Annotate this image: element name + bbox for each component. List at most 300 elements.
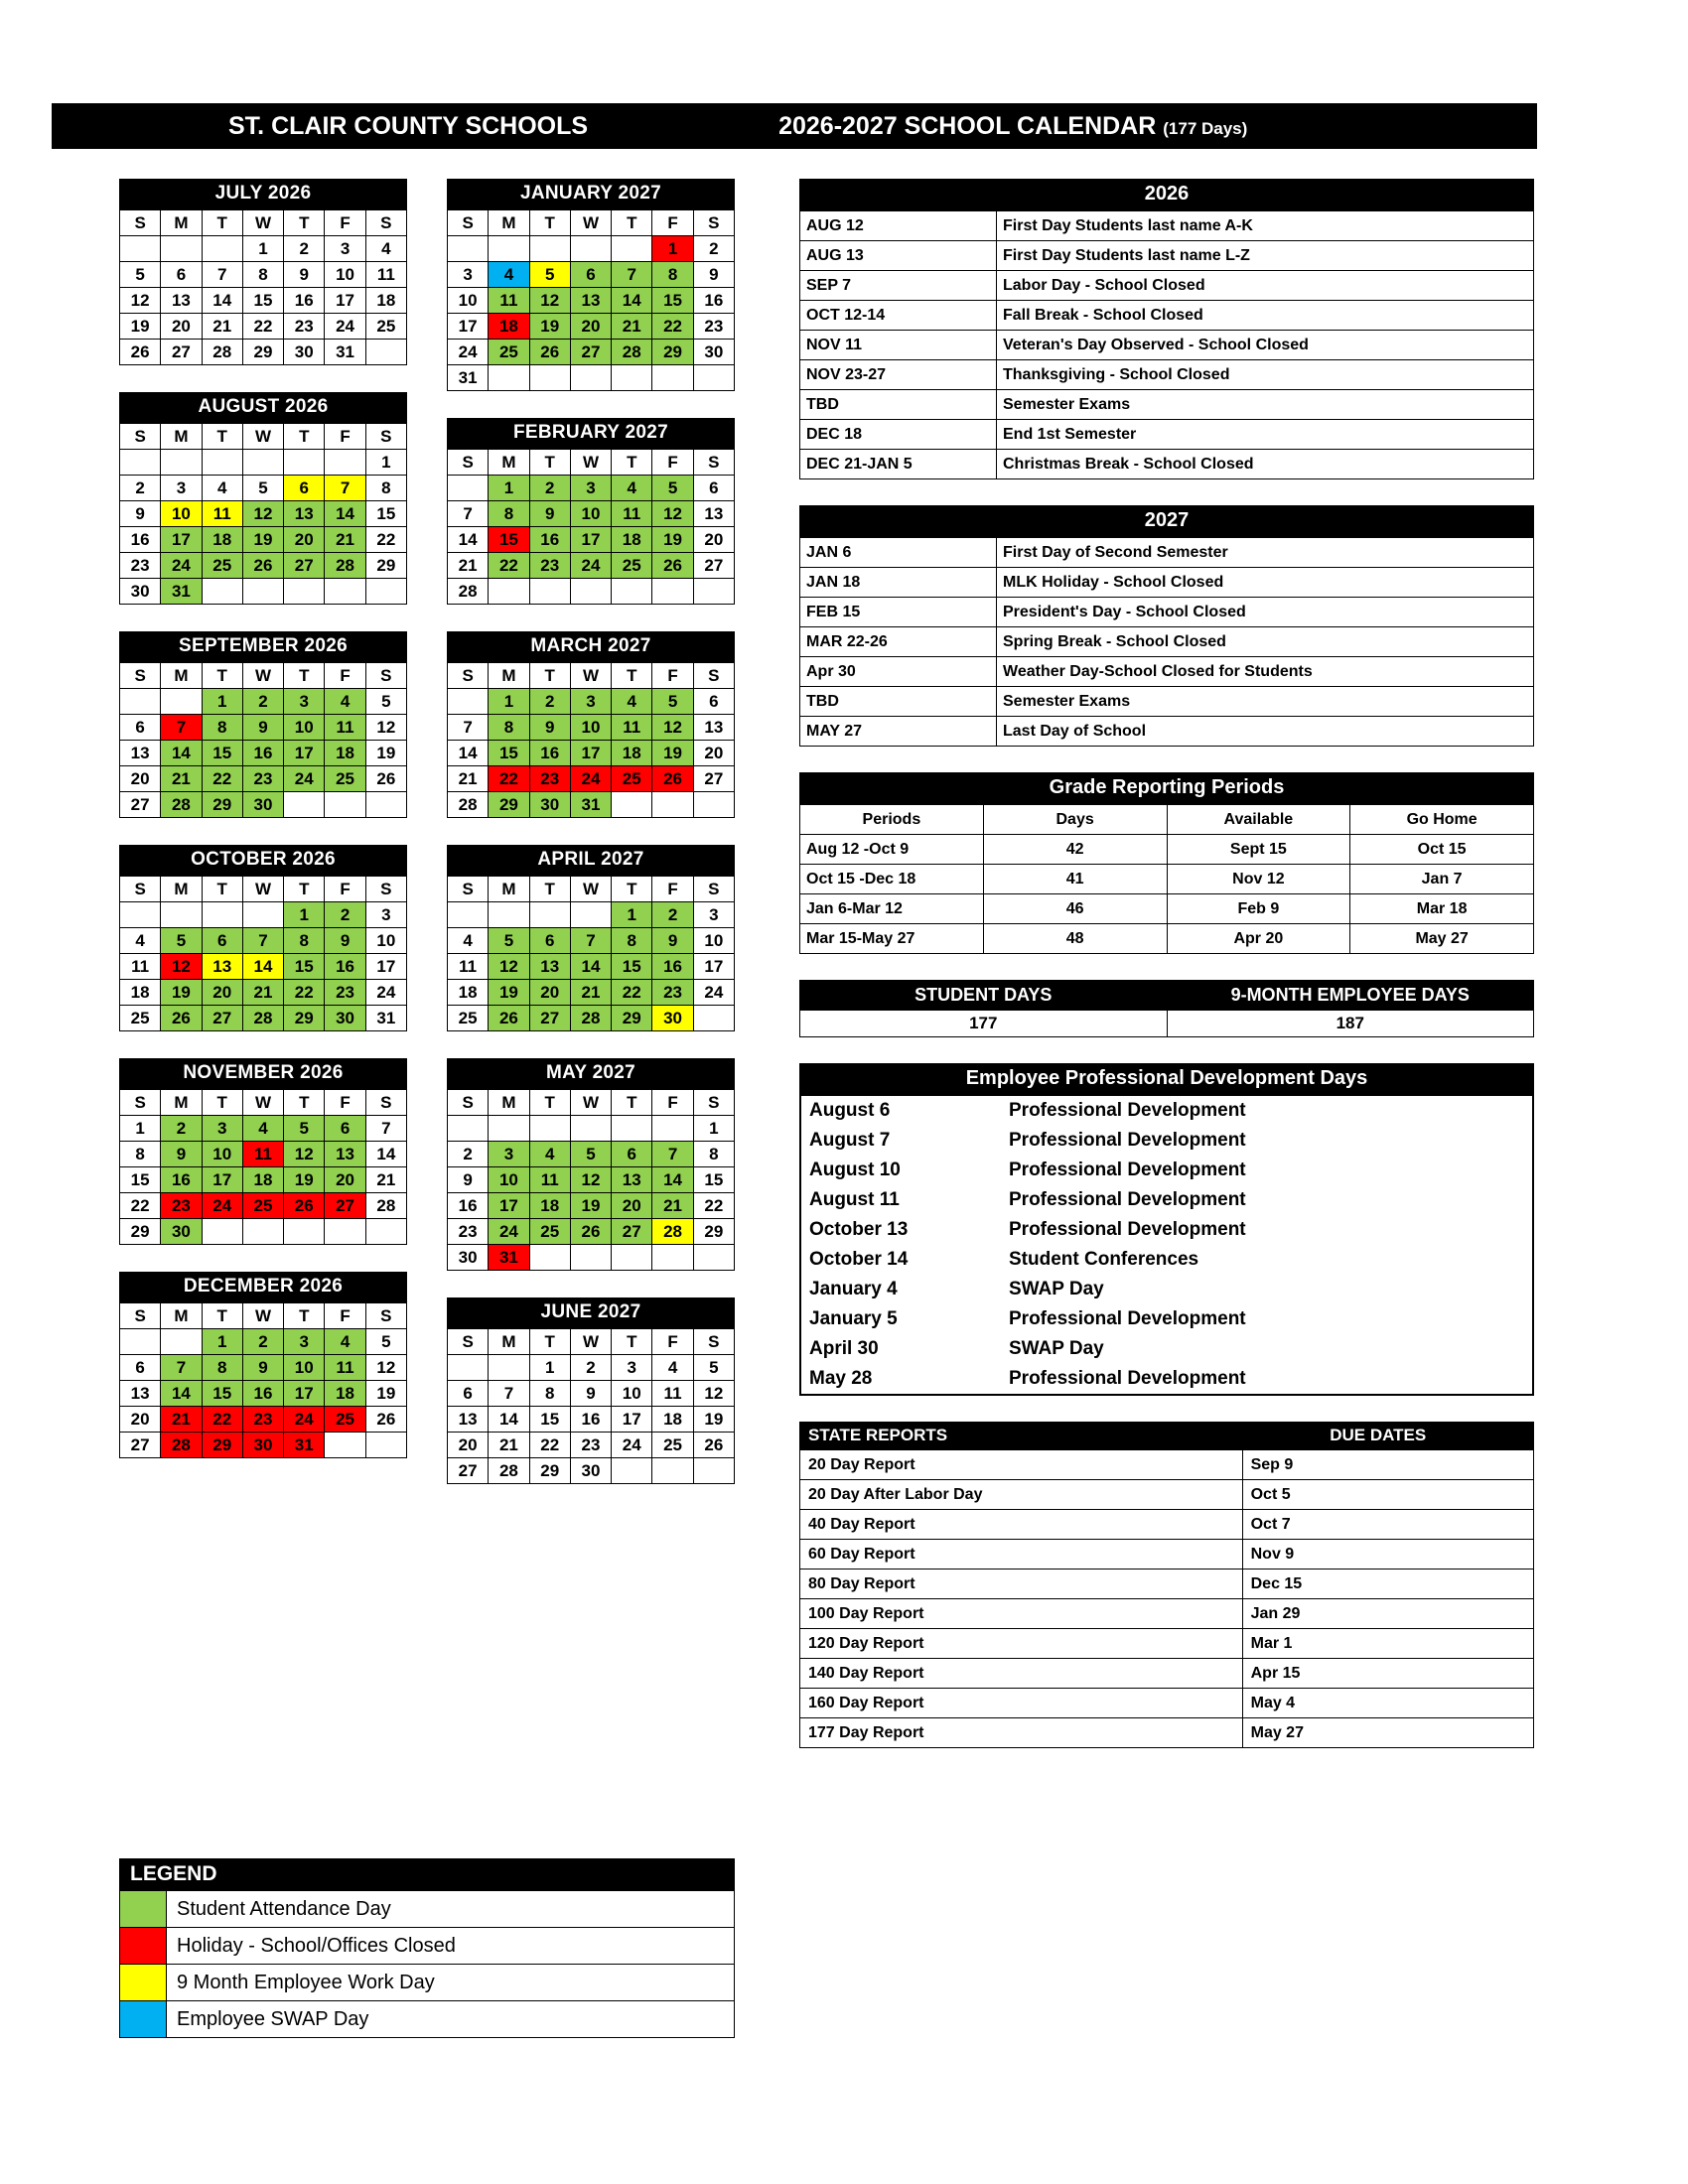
day-cell[interactable]: 20: [529, 980, 570, 1006]
day-cell[interactable]: 19: [365, 1381, 406, 1407]
day-cell[interactable]: 16: [242, 741, 283, 766]
day-cell[interactable]: 8: [612, 928, 652, 954]
day-cell[interactable]: 1: [284, 902, 325, 928]
day-cell[interactable]: 20: [693, 741, 734, 766]
day-cell[interactable]: 4: [365, 236, 406, 262]
day-cell[interactable]: 29: [365, 553, 406, 579]
day-cell[interactable]: 3: [448, 262, 489, 288]
day-cell[interactable]: 21: [365, 1167, 406, 1193]
day-cell[interactable]: 28: [612, 340, 652, 365]
day-cell[interactable]: 22: [612, 980, 652, 1006]
day-cell[interactable]: 2: [325, 902, 365, 928]
day-cell[interactable]: 27: [120, 792, 161, 818]
day-cell[interactable]: 21: [489, 1433, 529, 1458]
day-cell[interactable]: 20: [325, 1167, 365, 1193]
day-cell[interactable]: 3: [284, 689, 325, 715]
day-cell[interactable]: 9: [325, 928, 365, 954]
day-cell[interactable]: 4: [120, 928, 161, 954]
day-cell[interactable]: 11: [325, 715, 365, 741]
day-cell[interactable]: 19: [652, 527, 693, 553]
day-cell[interactable]: 19: [284, 1167, 325, 1193]
day-cell[interactable]: 3: [284, 1329, 325, 1355]
day-cell[interactable]: 1: [652, 236, 693, 262]
day-cell[interactable]: 10: [693, 928, 734, 954]
day-cell[interactable]: 15: [489, 741, 529, 766]
day-cell[interactable]: 3: [612, 1355, 652, 1381]
day-cell[interactable]: 3: [161, 476, 202, 501]
day-cell[interactable]: 14: [161, 1381, 202, 1407]
day-cell[interactable]: 6: [284, 476, 325, 501]
day-cell[interactable]: 17: [325, 288, 365, 314]
day-cell[interactable]: 4: [242, 1116, 283, 1142]
day-cell[interactable]: 24: [693, 980, 734, 1006]
day-cell[interactable]: 8: [652, 262, 693, 288]
day-cell[interactable]: 23: [120, 553, 161, 579]
day-cell[interactable]: 22: [693, 1193, 734, 1219]
day-cell[interactable]: 16: [120, 527, 161, 553]
day-cell[interactable]: 26: [242, 553, 283, 579]
day-cell[interactable]: 2: [529, 476, 570, 501]
day-cell[interactable]: 15: [284, 954, 325, 980]
day-cell[interactable]: 27: [529, 1006, 570, 1031]
day-cell[interactable]: 5: [529, 262, 570, 288]
day-cell[interactable]: 13: [529, 954, 570, 980]
day-cell[interactable]: 22: [202, 766, 242, 792]
day-cell[interactable]: 5: [161, 928, 202, 954]
day-cell[interactable]: 21: [448, 766, 489, 792]
day-cell[interactable]: 19: [365, 741, 406, 766]
day-cell[interactable]: 19: [570, 1193, 611, 1219]
day-cell[interactable]: 18: [489, 314, 529, 340]
day-cell[interactable]: 17: [693, 954, 734, 980]
day-cell[interactable]: 10: [448, 288, 489, 314]
day-cell[interactable]: 28: [448, 792, 489, 818]
day-cell[interactable]: 19: [693, 1407, 734, 1433]
day-cell[interactable]: 27: [161, 340, 202, 365]
day-cell[interactable]: 26: [652, 553, 693, 579]
day-cell[interactable]: 29: [612, 1006, 652, 1031]
day-cell[interactable]: 21: [612, 314, 652, 340]
day-cell[interactable]: 20: [120, 1407, 161, 1433]
day-cell[interactable]: 25: [612, 766, 652, 792]
day-cell[interactable]: 21: [161, 766, 202, 792]
day-cell[interactable]: 14: [161, 741, 202, 766]
day-cell[interactable]: 30: [242, 1433, 283, 1458]
day-cell[interactable]: 9: [161, 1142, 202, 1167]
day-cell[interactable]: 20: [202, 980, 242, 1006]
day-cell[interactable]: 24: [448, 340, 489, 365]
day-cell[interactable]: 11: [120, 954, 161, 980]
day-cell[interactable]: 12: [284, 1142, 325, 1167]
day-cell[interactable]: 27: [120, 1433, 161, 1458]
day-cell[interactable]: 28: [448, 579, 489, 605]
day-cell[interactable]: 26: [120, 340, 161, 365]
day-cell[interactable]: 28: [325, 553, 365, 579]
day-cell[interactable]: 19: [242, 527, 283, 553]
day-cell[interactable]: 12: [120, 288, 161, 314]
day-cell[interactable]: 6: [202, 928, 242, 954]
day-cell[interactable]: 13: [693, 715, 734, 741]
day-cell[interactable]: 10: [325, 262, 365, 288]
day-cell[interactable]: 16: [652, 954, 693, 980]
day-cell[interactable]: 18: [325, 741, 365, 766]
day-cell[interactable]: 19: [120, 314, 161, 340]
day-cell[interactable]: 22: [202, 1407, 242, 1433]
day-cell[interactable]: 8: [365, 476, 406, 501]
day-cell[interactable]: 5: [365, 689, 406, 715]
day-cell[interactable]: 1: [529, 1355, 570, 1381]
day-cell[interactable]: 20: [570, 314, 611, 340]
day-cell[interactable]: 24: [570, 553, 611, 579]
day-cell[interactable]: 31: [570, 792, 611, 818]
day-cell[interactable]: 9: [529, 715, 570, 741]
day-cell[interactable]: 16: [242, 1381, 283, 1407]
day-cell[interactable]: 15: [529, 1407, 570, 1433]
day-cell[interactable]: 14: [448, 741, 489, 766]
day-cell[interactable]: 18: [120, 980, 161, 1006]
day-cell[interactable]: 7: [365, 1116, 406, 1142]
day-cell[interactable]: 17: [448, 314, 489, 340]
day-cell[interactable]: 5: [365, 1329, 406, 1355]
day-cell[interactable]: 25: [325, 1407, 365, 1433]
day-cell[interactable]: 2: [120, 476, 161, 501]
day-cell[interactable]: 8: [202, 1355, 242, 1381]
day-cell[interactable]: 22: [529, 1433, 570, 1458]
day-cell[interactable]: 11: [529, 1167, 570, 1193]
day-cell[interactable]: 23: [242, 766, 283, 792]
day-cell[interactable]: 5: [652, 476, 693, 501]
day-cell[interactable]: 17: [570, 527, 611, 553]
day-cell[interactable]: 31: [365, 1006, 406, 1031]
day-cell[interactable]: 7: [448, 501, 489, 527]
day-cell[interactable]: 11: [448, 954, 489, 980]
day-cell[interactable]: 27: [612, 1219, 652, 1245]
day-cell[interactable]: 2: [284, 236, 325, 262]
day-cell[interactable]: 2: [570, 1355, 611, 1381]
day-cell[interactable]: 10: [489, 1167, 529, 1193]
day-cell[interactable]: 4: [612, 689, 652, 715]
day-cell[interactable]: 13: [693, 501, 734, 527]
day-cell[interactable]: 10: [612, 1381, 652, 1407]
day-cell[interactable]: 27: [693, 766, 734, 792]
day-cell[interactable]: 26: [570, 1219, 611, 1245]
day-cell[interactable]: 15: [365, 501, 406, 527]
day-cell[interactable]: 18: [612, 527, 652, 553]
day-cell[interactable]: 22: [489, 766, 529, 792]
day-cell[interactable]: 18: [652, 1407, 693, 1433]
day-cell[interactable]: 26: [365, 766, 406, 792]
day-cell[interactable]: 29: [202, 792, 242, 818]
day-cell[interactable]: 30: [161, 1219, 202, 1245]
day-cell[interactable]: 5: [489, 928, 529, 954]
day-cell[interactable]: 20: [161, 314, 202, 340]
day-cell[interactable]: 6: [693, 476, 734, 501]
day-cell[interactable]: 5: [284, 1116, 325, 1142]
day-cell[interactable]: 6: [448, 1381, 489, 1407]
day-cell[interactable]: 28: [242, 1006, 283, 1031]
day-cell[interactable]: 31: [284, 1433, 325, 1458]
day-cell[interactable]: 14: [652, 1167, 693, 1193]
day-cell[interactable]: 2: [161, 1116, 202, 1142]
day-cell[interactable]: 17: [161, 527, 202, 553]
day-cell[interactable]: 1: [489, 689, 529, 715]
day-cell[interactable]: 27: [693, 553, 734, 579]
day-cell[interactable]: 20: [120, 766, 161, 792]
day-cell[interactable]: 15: [612, 954, 652, 980]
day-cell[interactable]: 27: [570, 340, 611, 365]
day-cell[interactable]: 23: [693, 314, 734, 340]
day-cell[interactable]: 27: [448, 1458, 489, 1484]
day-cell[interactable]: 20: [448, 1433, 489, 1458]
day-cell[interactable]: 29: [652, 340, 693, 365]
day-cell[interactable]: 3: [489, 1142, 529, 1167]
day-cell[interactable]: 24: [612, 1433, 652, 1458]
day-cell[interactable]: 22: [284, 980, 325, 1006]
day-cell[interactable]: 17: [202, 1167, 242, 1193]
day-cell[interactable]: 15: [202, 1381, 242, 1407]
day-cell[interactable]: 19: [652, 741, 693, 766]
day-cell[interactable]: 5: [120, 262, 161, 288]
day-cell[interactable]: 25: [612, 553, 652, 579]
day-cell[interactable]: 13: [202, 954, 242, 980]
day-cell[interactable]: 10: [161, 501, 202, 527]
day-cell[interactable]: 15: [652, 288, 693, 314]
day-cell[interactable]: 21: [202, 314, 242, 340]
day-cell[interactable]: 3: [202, 1116, 242, 1142]
day-cell[interactable]: 12: [365, 1355, 406, 1381]
day-cell[interactable]: 18: [325, 1381, 365, 1407]
day-cell[interactable]: 29: [489, 792, 529, 818]
day-cell[interactable]: 26: [161, 1006, 202, 1031]
day-cell[interactable]: 22: [365, 527, 406, 553]
day-cell[interactable]: 26: [652, 766, 693, 792]
day-cell[interactable]: 30: [529, 792, 570, 818]
day-cell[interactable]: 11: [365, 262, 406, 288]
day-cell[interactable]: 7: [161, 1355, 202, 1381]
day-cell[interactable]: 16: [570, 1407, 611, 1433]
day-cell[interactable]: 12: [489, 954, 529, 980]
day-cell[interactable]: 13: [570, 288, 611, 314]
day-cell[interactable]: 10: [570, 715, 611, 741]
day-cell[interactable]: 22: [489, 553, 529, 579]
day-cell[interactable]: 17: [365, 954, 406, 980]
day-cell[interactable]: 16: [448, 1193, 489, 1219]
day-cell[interactable]: 18: [529, 1193, 570, 1219]
day-cell[interactable]: 21: [652, 1193, 693, 1219]
day-cell[interactable]: 13: [612, 1167, 652, 1193]
day-cell[interactable]: 8: [202, 715, 242, 741]
day-cell[interactable]: 5: [570, 1142, 611, 1167]
day-cell[interactable]: 20: [693, 527, 734, 553]
day-cell[interactable]: 12: [652, 501, 693, 527]
day-cell[interactable]: 19: [489, 980, 529, 1006]
day-cell[interactable]: 11: [242, 1142, 283, 1167]
day-cell[interactable]: 30: [570, 1458, 611, 1484]
day-cell[interactable]: 8: [242, 262, 283, 288]
day-cell[interactable]: 9: [652, 928, 693, 954]
day-cell[interactable]: 22: [242, 314, 283, 340]
day-cell[interactable]: 17: [570, 741, 611, 766]
day-cell[interactable]: 25: [120, 1006, 161, 1031]
day-cell[interactable]: 24: [161, 553, 202, 579]
day-cell[interactable]: 23: [448, 1219, 489, 1245]
day-cell[interactable]: 30: [693, 340, 734, 365]
day-cell[interactable]: 14: [325, 501, 365, 527]
day-cell[interactable]: 12: [365, 715, 406, 741]
day-cell[interactable]: 2: [529, 689, 570, 715]
day-cell[interactable]: 2: [652, 902, 693, 928]
day-cell[interactable]: 25: [448, 1006, 489, 1031]
day-cell[interactable]: 5: [652, 689, 693, 715]
day-cell[interactable]: 30: [242, 792, 283, 818]
day-cell[interactable]: 18: [242, 1167, 283, 1193]
day-cell[interactable]: 1: [489, 476, 529, 501]
day-cell[interactable]: 15: [202, 741, 242, 766]
day-cell[interactable]: 28: [365, 1193, 406, 1219]
day-cell[interactable]: 8: [489, 501, 529, 527]
day-cell[interactable]: 24: [365, 980, 406, 1006]
day-cell[interactable]: 12: [693, 1381, 734, 1407]
day-cell[interactable]: 15: [242, 288, 283, 314]
day-cell[interactable]: 25: [242, 1193, 283, 1219]
day-cell[interactable]: 10: [365, 928, 406, 954]
day-cell[interactable]: 7: [489, 1381, 529, 1407]
day-cell[interactable]: 24: [570, 766, 611, 792]
day-cell[interactable]: 3: [365, 902, 406, 928]
day-cell[interactable]: 2: [448, 1142, 489, 1167]
day-cell[interactable]: 6: [120, 715, 161, 741]
day-cell[interactable]: 4: [448, 928, 489, 954]
day-cell[interactable]: 17: [612, 1407, 652, 1433]
day-cell[interactable]: 13: [325, 1142, 365, 1167]
day-cell[interactable]: 4: [325, 1329, 365, 1355]
day-cell[interactable]: 5: [693, 1355, 734, 1381]
day-cell[interactable]: 14: [365, 1142, 406, 1167]
day-cell[interactable]: 4: [325, 689, 365, 715]
day-cell[interactable]: 21: [570, 980, 611, 1006]
day-cell[interactable]: 30: [325, 1006, 365, 1031]
day-cell[interactable]: 16: [529, 527, 570, 553]
day-cell[interactable]: 15: [693, 1167, 734, 1193]
day-cell[interactable]: 30: [120, 579, 161, 605]
day-cell[interactable]: 26: [693, 1433, 734, 1458]
day-cell[interactable]: 30: [448, 1245, 489, 1271]
day-cell[interactable]: 3: [325, 236, 365, 262]
day-cell[interactable]: 23: [325, 980, 365, 1006]
day-cell[interactable]: 11: [202, 501, 242, 527]
day-cell[interactable]: 12: [652, 715, 693, 741]
day-cell[interactable]: 1: [612, 902, 652, 928]
day-cell[interactable]: 24: [202, 1193, 242, 1219]
day-cell[interactable]: 26: [529, 340, 570, 365]
day-cell[interactable]: 29: [284, 1006, 325, 1031]
day-cell[interactable]: 18: [365, 288, 406, 314]
day-cell[interactable]: 7: [161, 715, 202, 741]
day-cell[interactable]: 8: [529, 1381, 570, 1407]
day-cell[interactable]: 25: [489, 340, 529, 365]
day-cell[interactable]: 1: [693, 1116, 734, 1142]
day-cell[interactable]: 7: [325, 476, 365, 501]
day-cell[interactable]: 3: [693, 902, 734, 928]
day-cell[interactable]: 23: [242, 1407, 283, 1433]
day-cell[interactable]: 11: [325, 1355, 365, 1381]
day-cell[interactable]: 3: [570, 689, 611, 715]
day-cell[interactable]: 16: [325, 954, 365, 980]
day-cell[interactable]: 26: [284, 1193, 325, 1219]
day-cell[interactable]: 11: [652, 1381, 693, 1407]
day-cell[interactable]: 23: [529, 766, 570, 792]
day-cell[interactable]: 8: [120, 1142, 161, 1167]
day-cell[interactable]: 23: [284, 314, 325, 340]
day-cell[interactable]: 28: [489, 1458, 529, 1484]
day-cell[interactable]: 1: [365, 450, 406, 476]
day-cell[interactable]: 14: [202, 288, 242, 314]
day-cell[interactable]: 16: [529, 741, 570, 766]
day-cell[interactable]: 15: [489, 527, 529, 553]
day-cell[interactable]: 23: [570, 1433, 611, 1458]
day-cell[interactable]: 6: [612, 1142, 652, 1167]
day-cell[interactable]: 28: [202, 340, 242, 365]
day-cell[interactable]: 12: [161, 954, 202, 980]
day-cell[interactable]: 3: [570, 476, 611, 501]
day-cell[interactable]: 9: [242, 1355, 283, 1381]
day-cell[interactable]: 16: [693, 288, 734, 314]
day-cell[interactable]: 8: [284, 928, 325, 954]
day-cell[interactable]: 23: [161, 1193, 202, 1219]
day-cell[interactable]: 25: [365, 314, 406, 340]
day-cell[interactable]: 27: [284, 553, 325, 579]
day-cell[interactable]: 27: [202, 1006, 242, 1031]
day-cell[interactable]: 10: [284, 715, 325, 741]
day-cell[interactable]: 10: [284, 1355, 325, 1381]
day-cell[interactable]: 12: [242, 501, 283, 527]
day-cell[interactable]: 31: [448, 365, 489, 391]
day-cell[interactable]: 13: [120, 741, 161, 766]
day-cell[interactable]: 6: [325, 1116, 365, 1142]
day-cell[interactable]: 24: [325, 314, 365, 340]
day-cell[interactable]: 29: [693, 1219, 734, 1245]
day-cell[interactable]: 31: [325, 340, 365, 365]
day-cell[interactable]: 17: [284, 741, 325, 766]
day-cell[interactable]: 25: [652, 1433, 693, 1458]
day-cell[interactable]: 4: [612, 476, 652, 501]
day-cell[interactable]: 25: [325, 766, 365, 792]
day-cell[interactable]: 4: [202, 476, 242, 501]
day-cell[interactable]: 29: [529, 1458, 570, 1484]
day-cell[interactable]: 4: [529, 1142, 570, 1167]
day-cell[interactable]: 29: [242, 340, 283, 365]
day-cell[interactable]: 13: [284, 501, 325, 527]
day-cell[interactable]: 9: [242, 715, 283, 741]
day-cell[interactable]: 9: [448, 1167, 489, 1193]
day-cell[interactable]: 1: [120, 1116, 161, 1142]
day-cell[interactable]: 13: [161, 288, 202, 314]
day-cell[interactable]: 23: [529, 553, 570, 579]
day-cell[interactable]: 25: [529, 1219, 570, 1245]
day-cell[interactable]: 7: [242, 928, 283, 954]
day-cell[interactable]: 1: [242, 236, 283, 262]
day-cell[interactable]: 14: [612, 288, 652, 314]
day-cell[interactable]: 9: [529, 501, 570, 527]
day-cell[interactable]: 5: [242, 476, 283, 501]
day-cell[interactable]: 11: [612, 501, 652, 527]
day-cell[interactable]: 14: [242, 954, 283, 980]
day-cell[interactable]: 11: [612, 715, 652, 741]
day-cell[interactable]: 20: [612, 1193, 652, 1219]
day-cell[interactable]: 14: [489, 1407, 529, 1433]
day-cell[interactable]: 21: [325, 527, 365, 553]
day-cell[interactable]: 1: [202, 1329, 242, 1355]
